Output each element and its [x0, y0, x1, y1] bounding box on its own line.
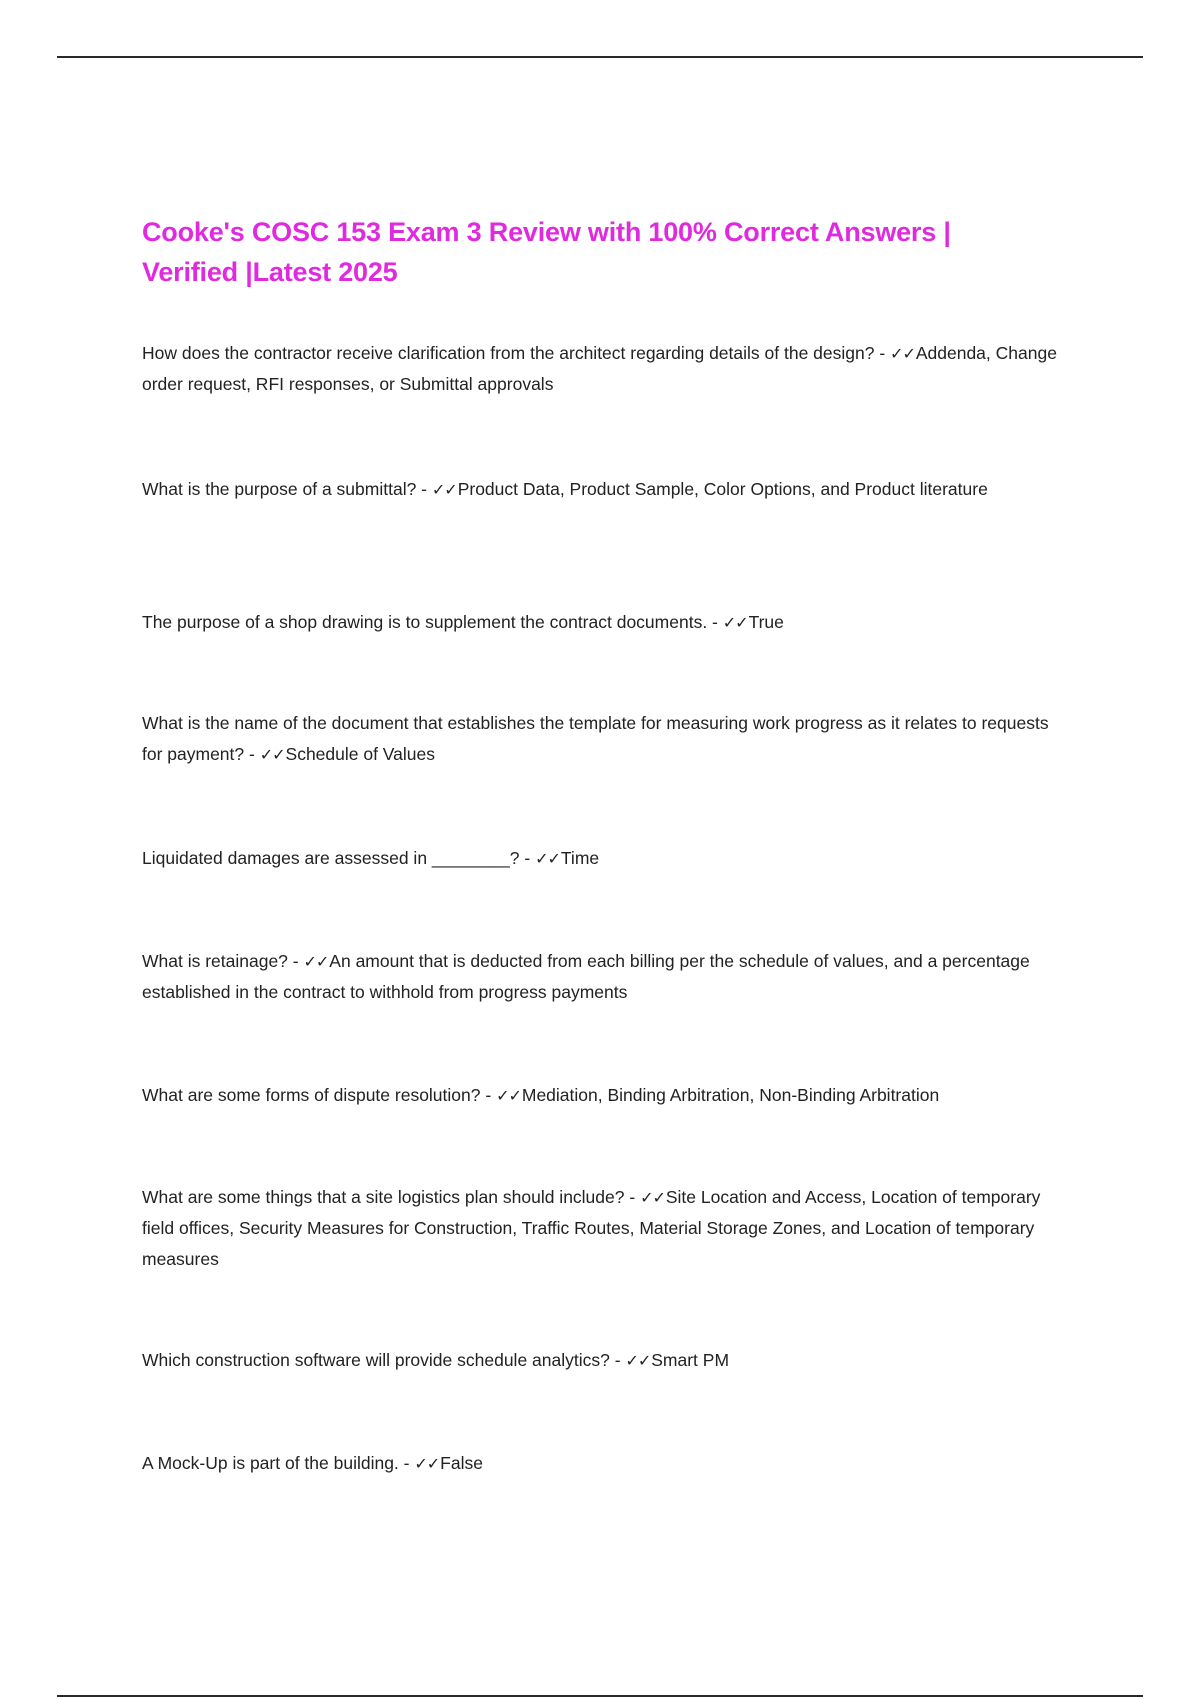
separator: -: [287, 951, 304, 971]
question-text: What are some things that a site logistics plan should include?: [142, 1187, 625, 1207]
question-text: What is retainage?: [142, 951, 288, 971]
qa-item-6: [142, 946, 1072, 1008]
double-check-icon: ✓✓: [303, 952, 329, 971]
qa-item-8: [142, 1182, 1072, 1275]
double-check-icon: ✓✓: [414, 1454, 440, 1473]
document-title: Cooke's COSC 153 Exam 3 Review with 100% Correct Answers | Verified |Latest 2025: [142, 217, 951, 287]
answer-text: Product Data, Product Sample, Color Options, and Product literature: [457, 479, 988, 499]
qa-item-2: [142, 474, 1072, 505]
double-check-icon: ✓✓: [431, 480, 457, 499]
double-check-icon: ✓✓: [722, 613, 748, 632]
double-check-icon: ✓✓: [890, 344, 915, 363]
question-text: Liquidated damages are assessed in ________?: [142, 848, 520, 868]
double-check-icon: ✓✓: [496, 1086, 521, 1105]
double-check-icon: ✓✓: [640, 1188, 665, 1207]
separator: -: [244, 744, 260, 764]
separator: -: [398, 1453, 415, 1473]
separator: -: [480, 1085, 497, 1105]
separator: -: [624, 1187, 641, 1207]
separator: -: [416, 479, 432, 499]
answer-text: Mediation, Binding Arbitration, Non-Binding Arbitration: [521, 1085, 940, 1105]
answer-text: An amount that is deducted from each billing per the schedule of values, and a percentage established in the contract to withhold from progress payments: [142, 951, 1030, 1002]
qa-item-5: [142, 843, 1072, 874]
question-text: The purpose of a shop drawing is to supplement the contract documents.: [142, 612, 708, 632]
separator: -: [707, 612, 723, 632]
qa-item-1: [142, 338, 1072, 400]
question-text: What is the name of the document that establishes the template for measuring work progress as it relates to requests for payment?: [142, 713, 1049, 764]
answer-text: True: [748, 612, 784, 632]
separator: -: [874, 343, 891, 363]
double-check-icon: ✓✓: [625, 1351, 651, 1370]
separator: -: [609, 1350, 626, 1370]
qa-item-10: [142, 1448, 1072, 1479]
bottom-rule: [57, 1695, 1143, 1697]
answer-text: False: [440, 1453, 483, 1473]
answer-text: Addenda, Change order request, RFI responses, or Submittal approvals: [142, 343, 1057, 394]
double-check-icon: ✓✓: [535, 849, 560, 868]
question-text: What is the purpose of a submittal?: [142, 479, 417, 499]
question-text: What are some forms of dispute resolution?: [142, 1085, 481, 1105]
question-text: How does the contractor receive clarification from the architect regarding details of the design?: [142, 343, 875, 363]
question-text: A Mock-Up is part of the building.: [142, 1453, 399, 1473]
qa-item-4: [142, 708, 1072, 770]
answer-text: Time: [560, 848, 600, 868]
separator: -: [519, 848, 536, 868]
qa-item-9: [142, 1345, 1072, 1376]
top-rule: [57, 56, 1143, 58]
qa-item-7: [142, 1080, 1072, 1111]
double-check-icon: ✓✓: [259, 745, 285, 764]
answer-text: Smart PM: [651, 1350, 730, 1370]
answer-text: Site Location and Access, Location of temporary field offices, Security Measures for Construction, Traffic Routes, Material Storage Zones, and Location of temporary measures: [142, 1187, 1041, 1269]
question-text: Which construction software will provide schedule analytics?: [142, 1350, 610, 1370]
answer-text: Schedule of Values: [285, 744, 436, 764]
qa-item-3: [142, 607, 1072, 638]
